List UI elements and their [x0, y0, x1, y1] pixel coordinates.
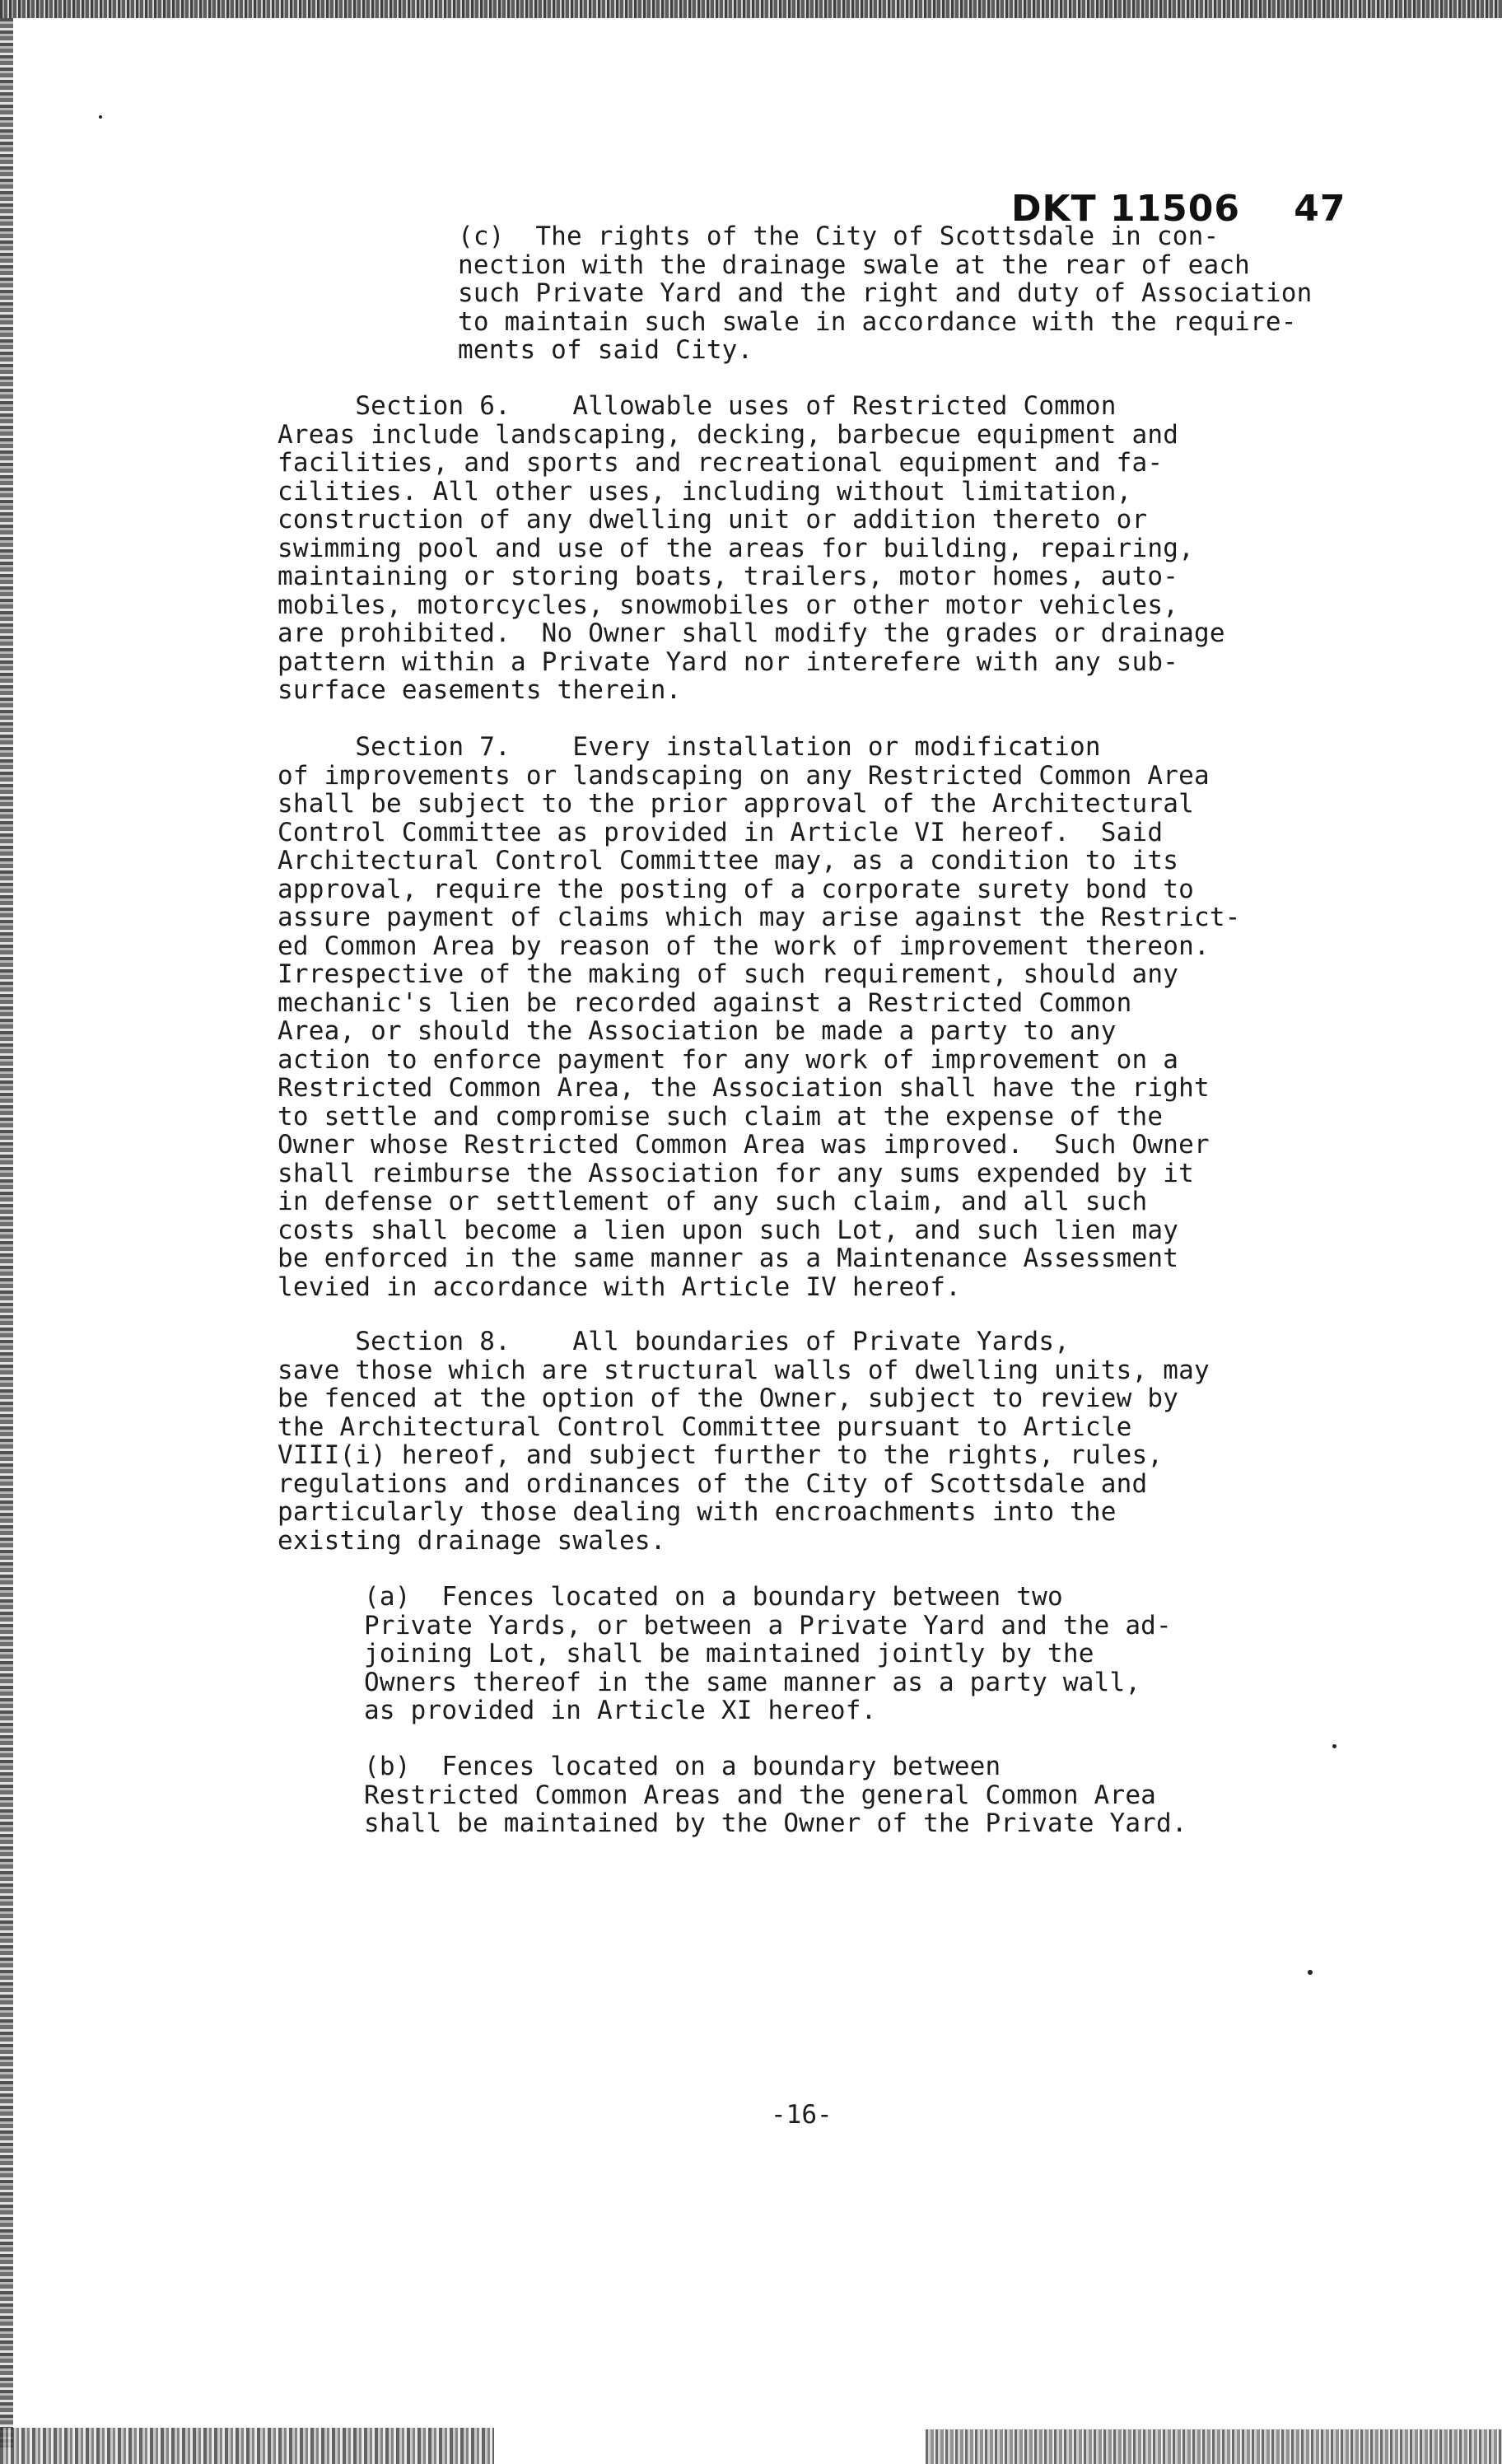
docket-stamp: DKT 11506 47: [1011, 188, 1346, 230]
scan-edge-top: [0, 0, 1502, 18]
section-7: Section 7. Every installation or modification of improvements or landscaping on any Restricted Common Area shall be subject to the prior approval of the Architectural Control Committee as provided in Article VI hereof. Said Architectural Control Committee may, as a condition to its approval, require the posting of a corporate surety bond to assure payment of claims which may arise against the Restrict- ed Common Area by reason of the work of improvement thereon. Irrespective of the making of such requirement, should any mechanic's lien be recorded against a Restricted Common Area, or should the Association be made a party to any action to enforce payment for any work of improvement on a Restricted Common Area, the Association shall have the right to settle and compromise such claim at the expense of the Owner whose Restricted Common Area was improved. Such Owner shall reimburse the Association for any sums expended by it in defense or settlement of any such claim, and all such costs shall become a lien upon such Lot, and such lien may be enforced in the same manner as a Maintenance Assessment levied in accordance with Article IV hereof.: [278, 732, 1241, 1302]
scan-edge-bottom-right: [926, 2429, 1502, 2464]
scan-speck: [1308, 1970, 1313, 1975]
scan-speck: [1332, 1744, 1336, 1748]
section-8: Section 8. All boundaries of Private Yards, save those which are structural walls of dwelling units, may be fenced at the option of the Owner, subject to review by the Architectural Control Committee pursuant to Article VIII(i) hereof, and subject further to the rights, rules, regulations and ordinances of the City of Scottsdale and particularly those dealing with encroachments into the existing drainage swales.: [278, 1327, 1210, 1556]
paragraph-b: (b) Fences located on a boundary between Restricted Common Areas and the general Common Area shall be maintained by the Owner of the Private Yard.: [364, 1752, 1187, 1838]
paragraph-c: (c) The rights of the City of Scottsdale in con- nection with the drainage swale at the rear of each such Private Yard and the right and duty of Association to maintain such swale in accordance with the require- ments of said City.: [458, 222, 1313, 365]
scan-edge-left: [0, 18, 13, 2448]
page-number: -16-: [771, 2100, 833, 2130]
scan-edge-bottom-left: [0, 2428, 494, 2464]
scan-speck: [99, 115, 102, 119]
section-6: Section 6. Allowable uses of Restricted Common Areas include landscaping, decking, barbecue equipment and facilities, and sports and recreational equipment and fa- cilities. All other uses, including without limitation, construction of any dwelling unit or addition thereto or swimming pool and use of the areas for building, repairing, maintaining or storing boats, trailers, motor homes, auto- mobiles, motorcycles, snowmobiles or other motor vehicles, are prohibited. No Owner shall modify the grades or drainage pattern within a Private Yard nor interefere with any sub- surface easements therein.: [278, 391, 1225, 705]
paragraph-a: (a) Fences located on a boundary between two Private Yards, or between a Private Yard and the ad- joining Lot, shall be maintained jointly by the Owners thereof in the same manner as a party wall, as provided in Article XI hereof.: [364, 1582, 1172, 1725]
